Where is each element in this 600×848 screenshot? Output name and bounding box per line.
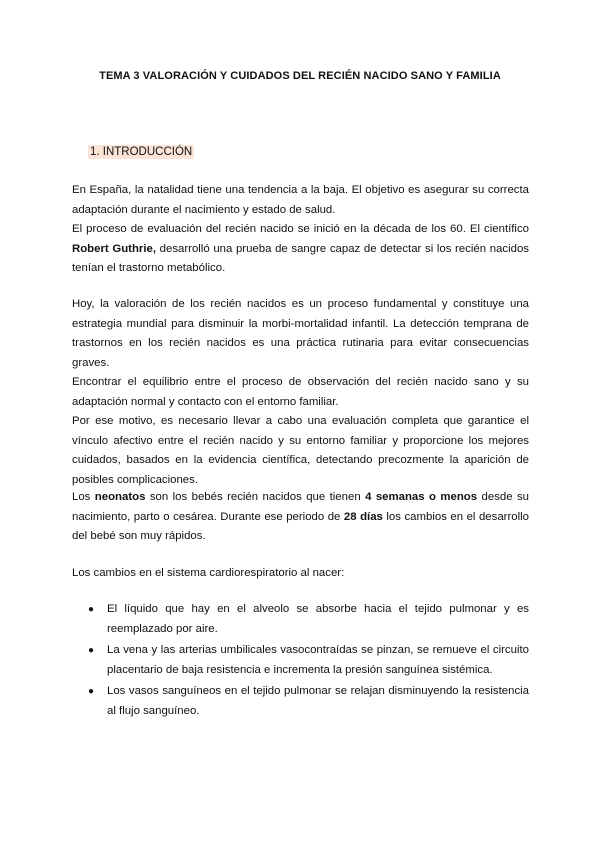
bullet-icon: ● [88,604,95,615]
cambios-intro [72,564,529,584]
bold-neonatos: neonatos [94,491,146,503]
paragraph-cambios: Los cambios en el sistema cardiorespiratorio al nacer: [72,567,345,579]
document-title: TEMA 3 VALORACIÓN Y CUIDADOS DEL RECIÉN NACIDO SANO Y FAMILIA [99,70,501,82]
valoracion-block [72,295,529,490]
list-item: ● Los vasos sanguíneos en el tejido pulmonar se relajan disminuyendo la resistencia al flujo sanguíneo. [72,682,529,721]
intro-block [72,181,529,279]
paragraph-guthrie: El proceso de evaluación del recién nacido se inició en la década de los 60. El científico Robert Guthrie, desarrolló una prueba de sangre capaz de detectar si los recién nacidos tenían el trastorno metabólico. [72,223,529,274]
section-heading [88,146,194,158]
paragraph-neonatos: Los neonatos son los bebés recién nacidos que tienen 4 semanas o menos desde su nacimiento, parto o cesárea. Durante ese periodo de 28 días los cambios en el desarrollo del bebé son muy rápidos. [72,491,530,542]
bullet-icon: ● [88,645,95,656]
section-heading-text: 1. INTRODUCCIÓN [90,146,193,158]
bold-guthrie: Robert Guthrie, [72,242,157,255]
paragraph-motivo: Por ese motivo, es necesario llevar a cabo una evaluación completa que garantice el vínculo afectivo entre el recién nacido y su entorno familiar y proporcione los mejores cuidados, basados en la evidencia científica, detectando precozmente la aparición de posibles complicaciones. [72,415,529,486]
list-item: ● La vena y las arterias umbilicales vasocontraídas se pinzan, se remueve el circuito placentario de baja resistencia e incrementa la presión sanguínea sistémica. [72,641,529,680]
bullet-list [72,600,529,723]
bullet-icon: ● [88,686,95,697]
paragraph-hoy: Hoy, la valoración de los recién nacidos es un proceso fundamental y constituye una estrategia mundial para disminuir la morbi-mortalidad infantil. La detección temprana de trastornos en los recién nacidos es una práctica rutinaria para evitar consecuencias graves. [72,298,529,369]
bold-28-dias: 28 días [343,510,383,523]
paragraph-natalidad: En España, la natalidad tiene una tendencia a la baja. El objetivo es asegurar su correcta adaptación durante el nacimiento y estado de salud. [72,184,529,216]
paragraph-equilibrio: Encontrar el equilibrio entre el proceso de observación del recién nacido sano y su adaptación normal y contacto con el entorno familiar. [72,376,529,408]
bold-4-semanas: 4 semanas o menos [365,491,478,503]
neonatos-block [72,488,529,547]
list-item: ● El líquido que hay en el alveolo se absorbe hacia el tejido pulmonar y es reemplazado por aire. [72,600,529,639]
